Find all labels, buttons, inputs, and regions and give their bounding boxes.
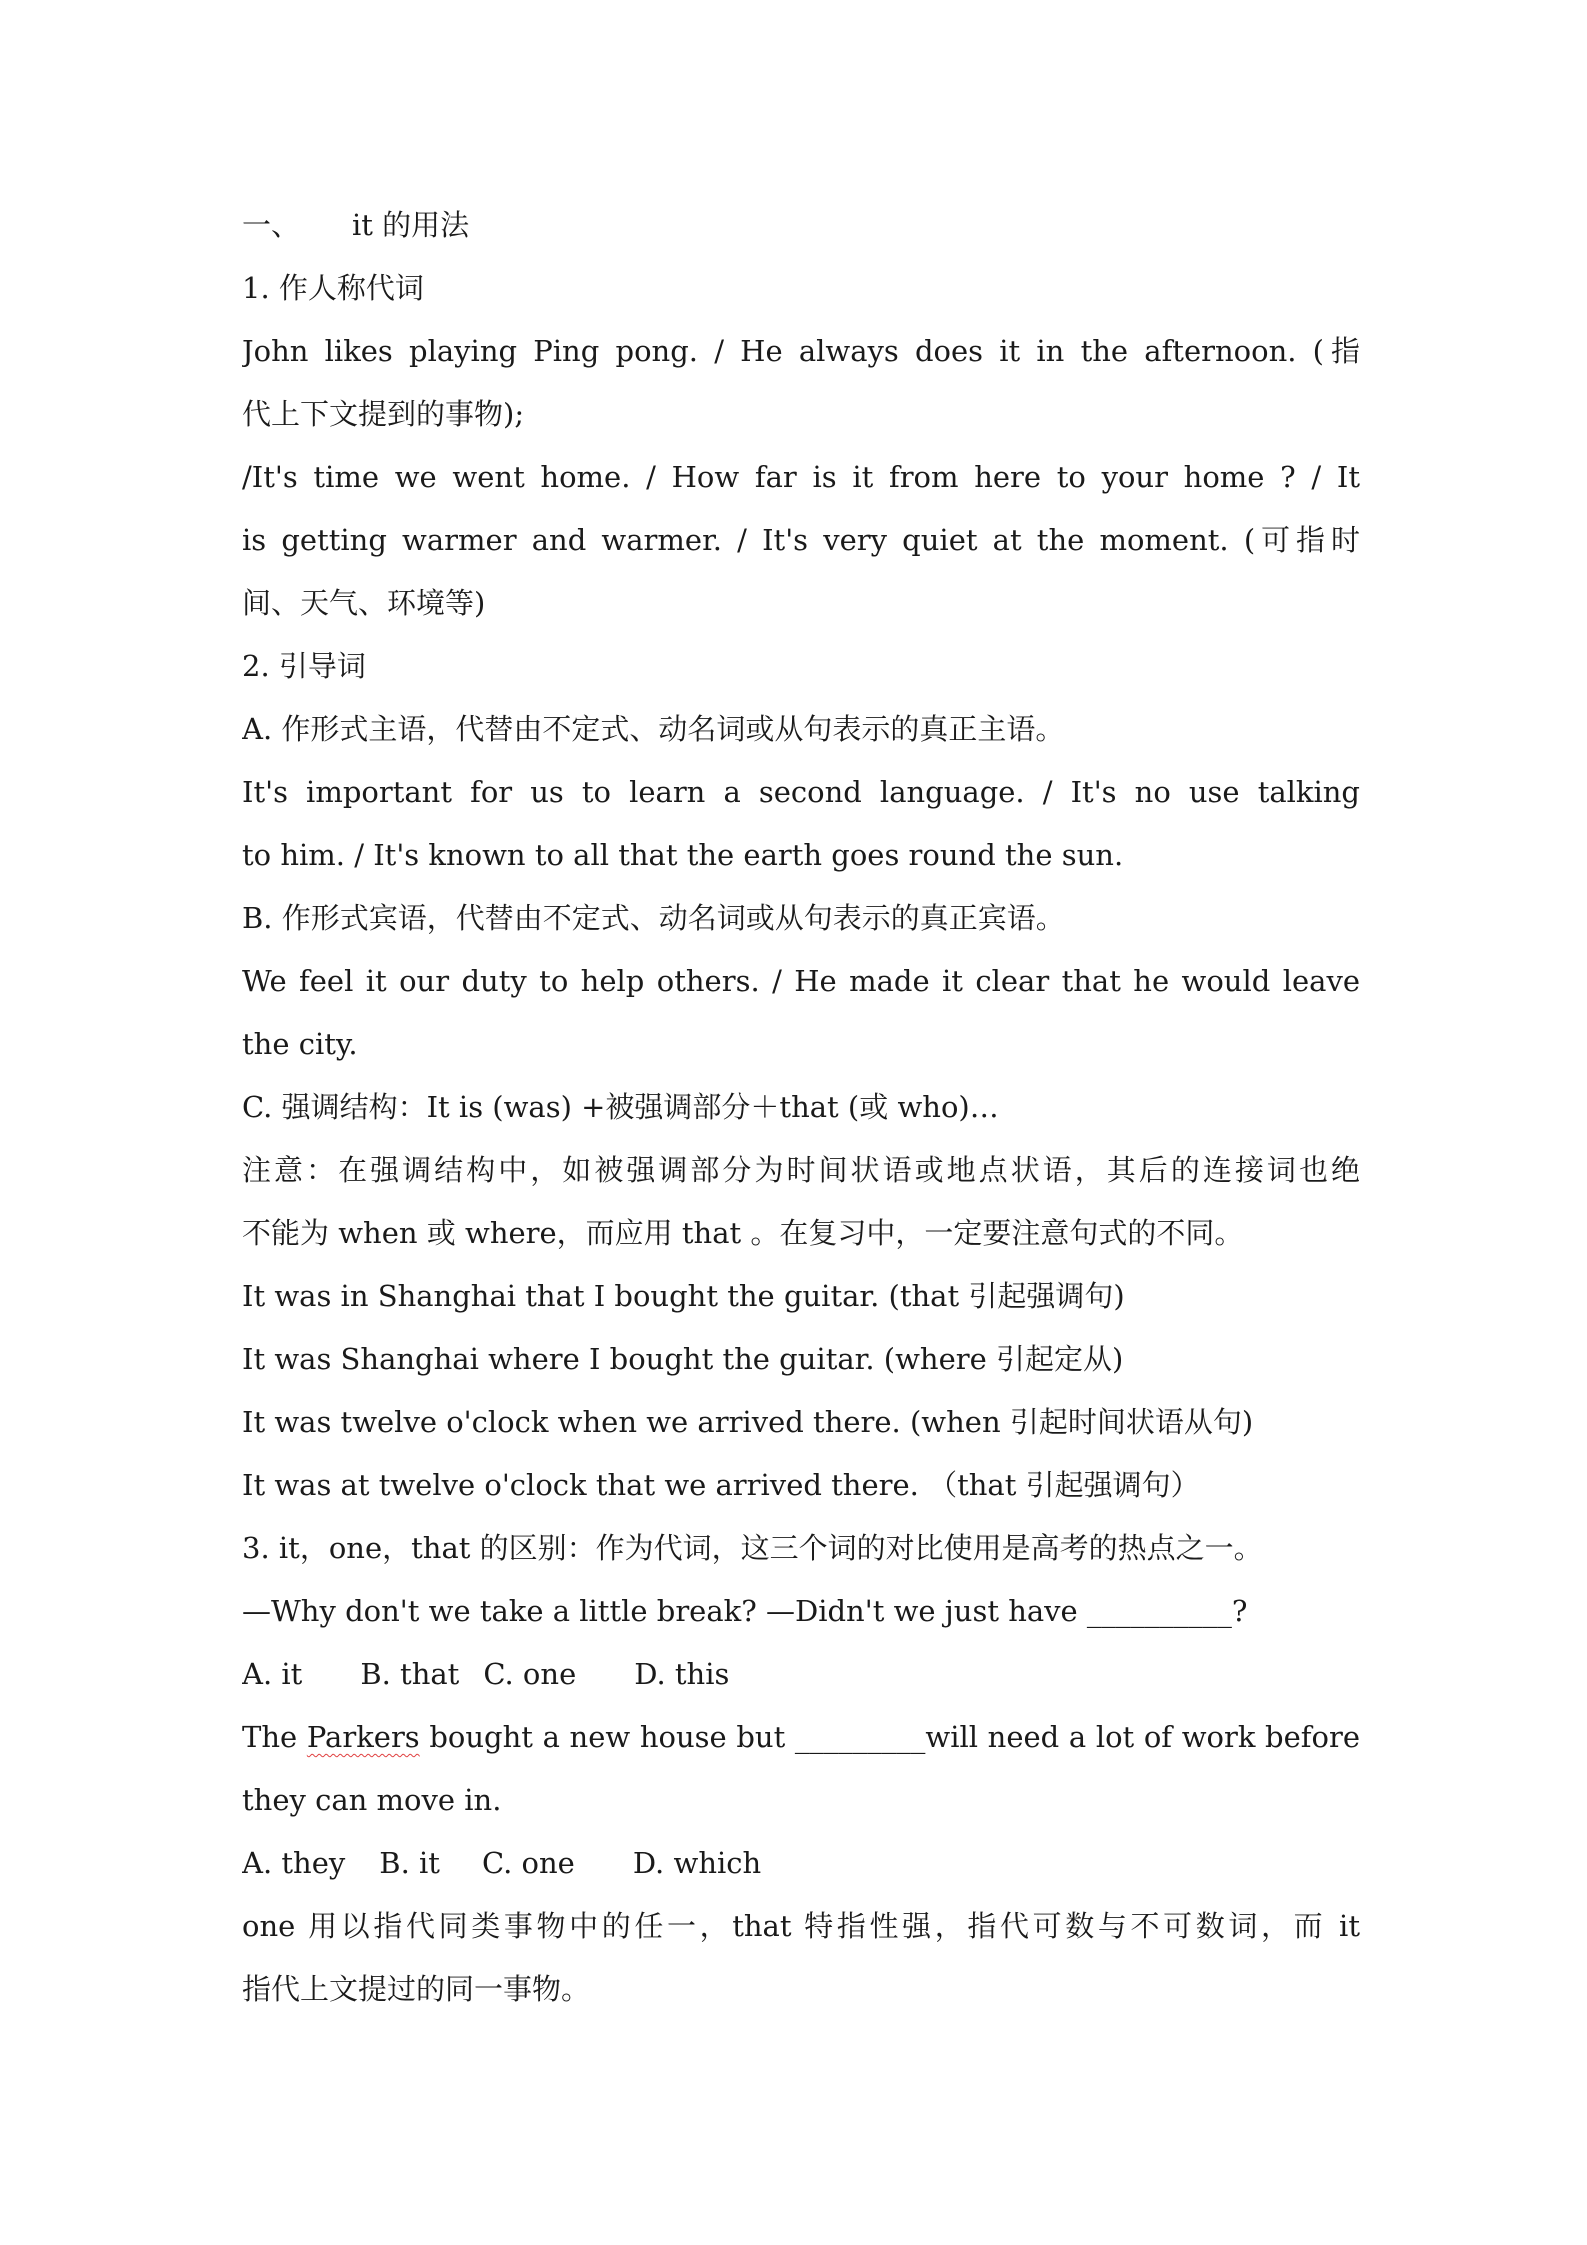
question-text: bought a new house but _________will need a lot of work before — [419, 1720, 1360, 1754]
paragraph-line: C. 强调结构：It is (was) +被强调部分＋that (或 who)… — [242, 1090, 999, 1124]
subheading-it-one-that: 3. it，one，that 的区别：作为代词，这三个词的对比使用是高考的热点之一。 — [242, 1531, 1263, 1565]
note-line: 指代上文提过的同一事物。 — [242, 1972, 591, 2006]
option-a: A. it — [242, 1657, 303, 1691]
paragraph-line: the city. — [242, 1027, 358, 1061]
question-options — [242, 1647, 1360, 1710]
option-b: B. that — [360, 1657, 460, 1691]
note-line: one 用以指代同类事物中的任一，that 特指性强，指代可数与不可数词，而 it — [242, 1909, 1360, 1943]
spellcheck-word: Parkers — [306, 1720, 420, 1754]
note-line: 不能为 when 或 where，而应用 that 。在复习中，一定要注意句式的不同。 — [242, 1216, 1244, 1250]
paragraph-line: /It's time we went home. / How far is it from here to your home ? / It — [242, 460, 1360, 494]
paragraph-line: to him. / It's known to all that the earth goes round the sun. — [242, 838, 1124, 872]
paragraph-line: 间、天气、环境等) — [242, 586, 486, 620]
subheading-introductory-word: 2. 引导词 — [242, 649, 366, 683]
option-d: D. which — [632, 1846, 762, 1880]
question-options — [242, 1836, 1360, 1899]
question-line: —Why don't we take a little break? —Didn't we just have __________? — [242, 1594, 1248, 1628]
option-d: D. this — [634, 1657, 730, 1691]
paragraph-line: A. 作形式主语，代替由不定式、动名词或从句表示的真正主语。 — [242, 712, 1065, 746]
heading-number: 一、 — [242, 208, 301, 242]
example-line: It was in Shanghai that I bought the guitar. (that 引起强调句) — [242, 1279, 1125, 1313]
heading-title: it 的用法 — [352, 208, 470, 242]
paragraph-line: 代上下文提到的事物); — [242, 397, 525, 431]
paragraph-line: is getting warmer and warmer. / It's very quiet at the moment. (可指时 — [242, 523, 1360, 557]
option-b: B. it — [379, 1846, 440, 1880]
option-c: C. one — [483, 1657, 577, 1691]
option-c: C. one — [481, 1846, 575, 1880]
question-text: The — [242, 1720, 307, 1754]
section-heading — [242, 198, 1360, 261]
option-a: A. they — [242, 1846, 346, 1880]
paragraph-line: John likes playing Ping pong. / He always does it in the afternoon. (指 — [242, 334, 1360, 368]
question-line — [242, 1710, 1360, 1773]
question-line: they can move in. — [242, 1783, 502, 1817]
paragraph-line: B. 作形式宾语，代替由不定式、动名词或从句表示的真正宾语。 — [242, 901, 1065, 935]
example-line: It was twelve o'clock when we arrived there. (when 引起时间状语从句) — [242, 1405, 1254, 1439]
paragraph-line: It's important for us to learn a second language. / It's no use talking — [242, 775, 1360, 809]
example-line: It was Shanghai where I bought the guitar. (where 引起定从) — [242, 1342, 1124, 1376]
paragraph-line: We feel it our duty to help others. / He made it clear that he would leave — [242, 964, 1360, 998]
document-body — [242, 198, 1360, 2025]
example-line: It was at twelve o'clock that we arrived there. （that 引起强调句） — [242, 1468, 1200, 1502]
subheading-personal-pronoun: 1. 作人称代词 — [242, 271, 424, 305]
note-line: 注意：在强调结构中，如被强调部分为时间状语或地点状语，其后的连接词也绝 — [242, 1153, 1360, 1187]
